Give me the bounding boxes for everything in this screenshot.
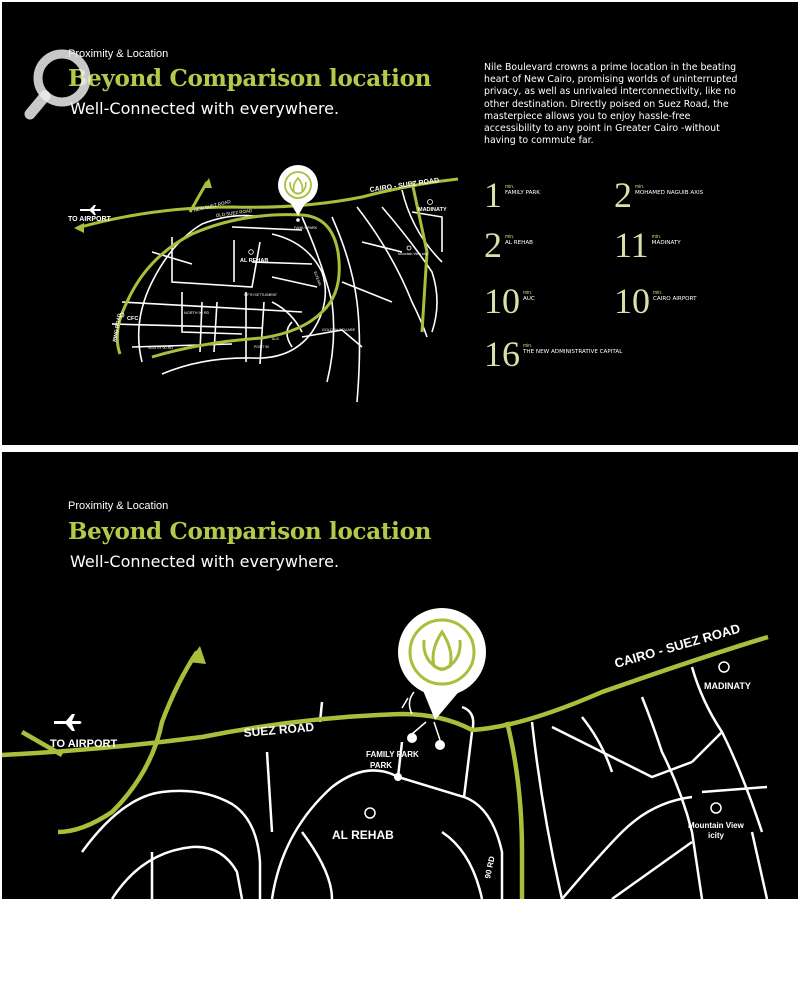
stat-place: FAMILY PARK (505, 190, 540, 196)
stat-place: AL REHAB (505, 240, 534, 246)
madinaty-label: MADINATY (704, 681, 751, 691)
family-park-marker (394, 773, 402, 781)
airport-arrow (74, 223, 84, 233)
map-roads (112, 190, 442, 402)
stat-place: THE NEW ADMINISTRATIVE CAPITAL (523, 349, 623, 355)
family-park-label: FAMILY PARK (294, 226, 317, 230)
page-title: Beyond Comparison location (68, 65, 432, 92)
al-rehab-marker (365, 808, 375, 818)
page-title-secondary: Beyond Comparison location (68, 518, 432, 545)
ring-road-label: RING ROAD (112, 313, 123, 343)
distance-value: 1000 M (544, 963, 624, 990)
stat-unit: min. (653, 290, 663, 296)
stat-place: MOHAMED NAGUIB AXIS (635, 190, 704, 196)
airport-label: TO AIRPORT (50, 738, 118, 750)
airplane-icon (80, 205, 101, 215)
family-park-label: FAMILY PARK (366, 750, 419, 759)
stat-number: 10 (484, 281, 520, 321)
cairo-suez-label: CAIRO - SUEZ ROAD (369, 177, 440, 194)
suez-road-label: SUEZ ROAD (243, 719, 315, 740)
stat-number: 10 (614, 281, 650, 321)
stat-unit: min. (523, 343, 533, 349)
mountain-view-label-2: icity (708, 831, 725, 840)
stat-unit: min. (505, 234, 515, 240)
north-arrow (188, 646, 206, 664)
stat-number: 16 (484, 334, 520, 374)
mountain-view-marker (407, 246, 411, 250)
new-suez-label: NEW SUEZ ROAD (193, 198, 232, 213)
old-suez-label: OLD SUEZ ROAD (215, 207, 253, 218)
auc-label: AUC (272, 337, 280, 341)
distance-callout (514, 964, 644, 1003)
north-arrow (202, 178, 212, 188)
mountain-view-label: Mountain View (688, 821, 744, 830)
stat-number: 2 (614, 175, 632, 215)
airport-label: TO AIRPORT (68, 216, 111, 223)
eyebrow-text: Proximity & Location (68, 48, 169, 60)
madinaty-label: MADINATY (418, 207, 447, 213)
cfc-label: CFC (127, 316, 139, 322)
airplane-icon (54, 714, 82, 731)
stat-unit: min. (635, 184, 645, 190)
south-90-label: SOUTH 90 RD (148, 346, 174, 350)
page-subtitle-secondary: Well-Connected with everywhere. (70, 552, 340, 571)
map-roads (82, 667, 767, 899)
distance-caption: Directly on Suez Road (544, 992, 645, 1003)
stat-unit: min. (523, 290, 533, 296)
madinaty-marker (719, 662, 729, 672)
top-panel (2, 2, 798, 445)
eyebrow-text: Proximity & Location (68, 500, 169, 512)
stat-place: CAIRO AIRPORT (653, 296, 697, 302)
bottom-location-map (2, 452, 798, 899)
location-description: Nile Boulevard crowns a prime location in the beating heart of New Cairo, promising worlds of uninterrupted privacy, as well as unrivaled interconnectivity, like no other destination. Directly poised on Suez Road, the masterpiece allows you to enjoy hassle-free accessibility to any point in Greater Cairo -without having to commute far. (484, 62, 738, 147)
map-highways (77, 179, 458, 357)
stat-number: 2 (484, 225, 502, 265)
north-90-label: NORTH 90 RD (184, 311, 210, 315)
golden-square-label: GOLDEN SQUARE (322, 328, 356, 332)
road-fragment-label: 90 RD (483, 855, 497, 880)
top-location-map (2, 2, 798, 445)
al-rehab-marker (249, 250, 254, 255)
madinaty-marker (428, 200, 433, 205)
cairo-suez-label: CAIRO - SUEZ ROAD (612, 620, 742, 671)
fifth-settlement-label: FIFTH SETTLEMENT (244, 293, 277, 297)
al-rehab-label: AL REHAB (240, 258, 269, 264)
bottom-panel (2, 452, 798, 1003)
point-90-label: POINT 90 (254, 345, 270, 349)
family-park-label-2: PARK (370, 761, 393, 770)
al-rehab-label: AL REHAB (332, 828, 394, 842)
stat-number: 1 (484, 175, 502, 215)
lotus-logo-icon (514, 967, 536, 989)
mountain-view-marker (711, 803, 721, 813)
stat-unit: min. (505, 184, 515, 190)
stat-place: MADINATY (651, 240, 681, 246)
page-subtitle: Well-Connected with everywhere. (70, 99, 340, 118)
mountain-view-label: Mountain View icity (398, 252, 428, 256)
stat-number: 11 (614, 225, 649, 265)
stat-place: AUC (523, 296, 535, 302)
stat-unit: min. (651, 234, 662, 240)
eltesin-label: ELTESIN (313, 270, 322, 287)
